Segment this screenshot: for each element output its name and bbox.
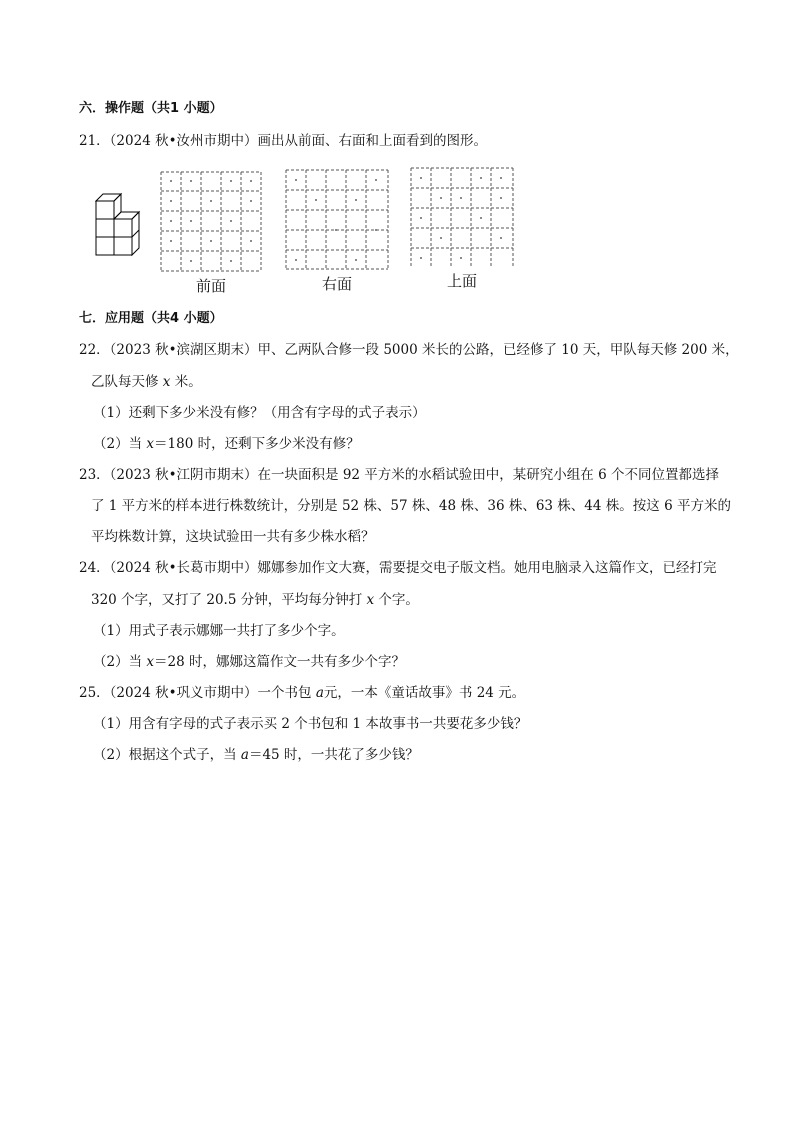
question-21-text: 21．（2024 秋•汝州市期中）画出从前面、右面和上面看到的图形。	[79, 133, 488, 149]
question-23-line-3: 平均株数计算，这块试验田一共有多少株水稻？	[91, 529, 375, 545]
question-25-sub-2: （2）根据这个式子，当 a＝45 时，一共花了多少钱？	[93, 747, 419, 763]
question-24-sub-1: （1）用式子表示娜娜一共打了多少个字。	[93, 623, 345, 639]
right-view-caption: 右面	[322, 275, 353, 293]
question-23-line-2: 了 1 平方米的样本进行株数统计，分别是 52 株、57 株、48 株、36 株、63 株、44 株。按这 6 平方米的	[91, 498, 731, 514]
question-24-sub-2: （2）当 x＝28 时，娜娜这篇作文一共有多少个字？	[93, 654, 405, 670]
question-24-line-1: 24．（2024 秋•长葛市期中）娜娜参加作文大赛，需要提交电子版文档。她用电脑录入这篇作文，已经打完	[79, 560, 717, 576]
question-22-sub-2: （2）当 x＝180 时，还剩下多少米没有修？	[93, 436, 360, 452]
section-6-title: 六．操作题（共1 小题）	[79, 101, 223, 116]
cube-stack-figure	[95, 188, 145, 258]
section-7-title: 七．应用题（共4 小题）	[79, 311, 223, 326]
question-25-line-1: 25．（2024 秋•巩义市期中）一个书包 a元，一本《童话故事》书 24 元。	[79, 685, 526, 701]
question-23-line-1: 23．（2023 秋•江阴市期末）在一块面积是 92 平方米的水稻试验田中，某研究小组在 6 个不同位置都选择	[79, 467, 719, 483]
question-24-line-2: 320 个字，又打了 20.5 分钟，平均每分钟打 x 个字。	[91, 592, 419, 608]
top-view-grid	[409, 167, 515, 269]
top-view-caption: 上面	[447, 272, 478, 290]
front-view-caption: 前面	[196, 277, 227, 295]
question-22-sub-1: （1）还剩下多少米没有修？（用含有字母的式子表示）	[93, 405, 426, 421]
question-22-line-1: 22．（2023 秋•滨湖区期末）甲、乙两队合修一段 5000 米长的公路，已经修了 10 天，甲队每天修 200 米，	[79, 342, 739, 358]
question-22-line-2: 乙队每天修 x 米。	[91, 374, 202, 390]
question-25-sub-1: （1）用含有字母的式子表示买 2 个书包和 1 本故事书一共要花多少钱？	[93, 716, 528, 732]
front-view-grid	[157, 171, 263, 279]
right-view-grid	[284, 169, 390, 273]
